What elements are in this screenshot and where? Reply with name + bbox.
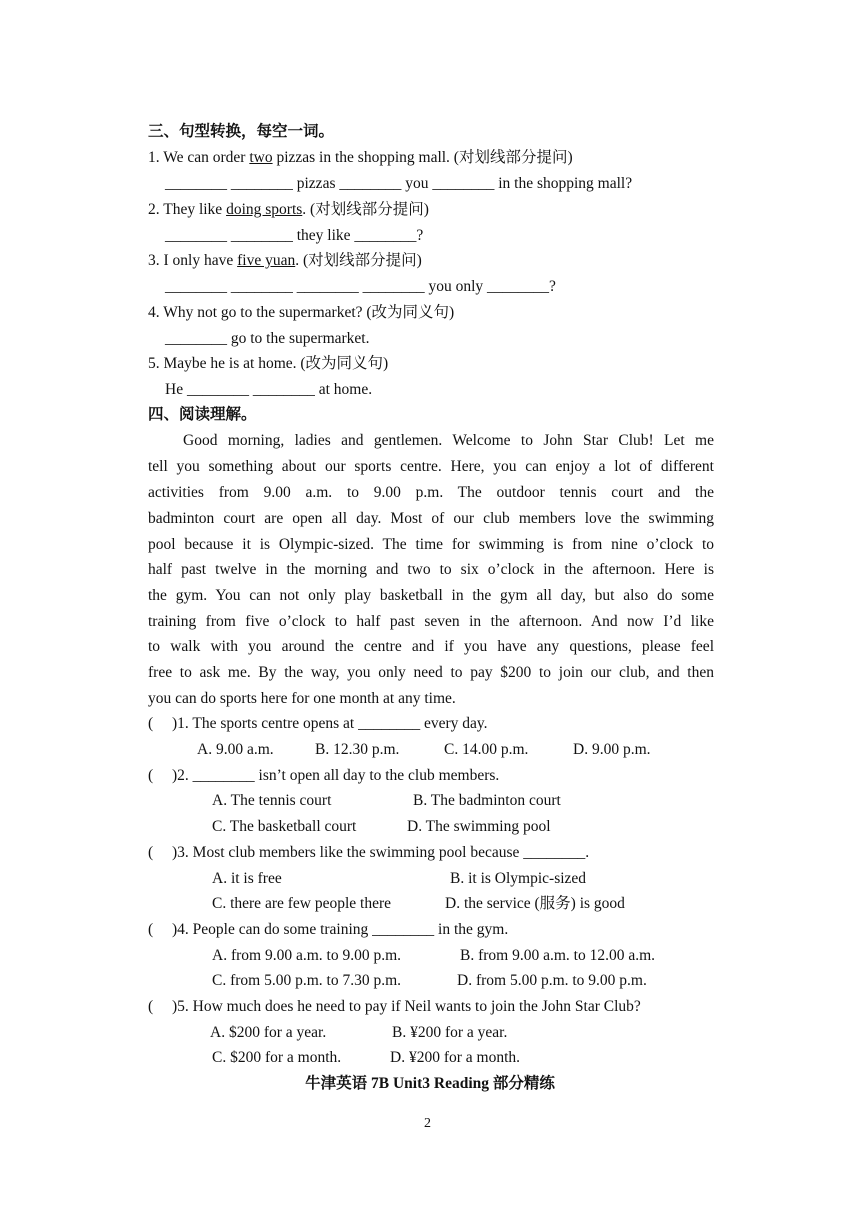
q3-option-a: A. it is free	[212, 870, 282, 887]
footer-title: 牛津英语 7B Unit3 Reading 部分精练	[305, 1075, 555, 1092]
q4-option-d: D. from 5.00 p.m. to 9.00 p.m.	[457, 972, 647, 989]
passage-line: pool because it is Olympic-sized. The time for swimming is from nine o’clock to	[148, 536, 714, 553]
passage-line: training from five o’clock to half past seven in the afternoon. And now I’d like	[148, 613, 714, 630]
q5-answer-line: He ________ ________ at home.	[165, 381, 373, 398]
passage-line: to walk with you around the centre and if you have any questions, please feel	[148, 638, 714, 655]
q3-underlined: five yuan	[237, 252, 296, 269]
q3-option-c: C. there are few people there	[212, 895, 392, 912]
q2-post: . (对划线部分提问)	[302, 201, 429, 218]
question-3	[148, 251, 422, 271]
q1-pre: 1. We can order	[148, 149, 250, 166]
q2-option-a: A. The tennis court	[212, 792, 332, 809]
q2-option-d: D. The swimming pool	[407, 818, 551, 835]
answer-paren: (	[148, 767, 154, 784]
q2-pre: 2. They like	[148, 201, 227, 218]
q5-option-d: D. ¥200 for a month.	[390, 1049, 521, 1066]
q2-option-c: C. The basketball court	[212, 818, 357, 835]
q1-option-a: A. 9.00 a.m.	[197, 741, 274, 758]
passage-line: the gym. You can not only play basketball in the gym all day, but also do some	[148, 587, 714, 604]
q3-option-d: D. the service (服务) is good	[445, 895, 625, 912]
question-5: 5. Maybe he is at home. (改为同义句)	[148, 355, 389, 372]
passage-line: you can do sports here for one month at any time.	[148, 690, 456, 707]
mc-question-4: )4. People can do some training ________ in the gym.	[172, 921, 509, 938]
mc-question-1: )1. The sports centre opens at ________ every day.	[172, 715, 488, 732]
answer-paren: (	[148, 921, 154, 938]
question-1	[148, 148, 573, 168]
passage-line: half past twelve in the morning and two to six o’clock in the afternoon. Here is	[148, 561, 714, 578]
passage-line: tell you something about our sports centre. Here, you can enjoy a lot of different	[148, 458, 714, 475]
q4-answer-line: ________ go to the supermarket.	[165, 330, 370, 347]
passage-line: activities from 9.00 a.m. to 9.00 p.m. The outdoor tennis court and the	[148, 484, 714, 501]
section4-heading: 四、阅读理解。	[148, 406, 257, 423]
q1-answer-line: ________ ________ pizzas ________ you ________ in the shopping mall?	[165, 175, 633, 192]
question-2	[148, 200, 429, 220]
q1-underlined: two	[249, 149, 273, 166]
q3-post: . (对划线部分提问)	[295, 252, 422, 269]
q3-option-b: B. it is Olympic-sized	[450, 870, 587, 887]
q1-option-b: B. 12.30 p.m.	[315, 741, 400, 758]
q2-answer-line: ________ ________ they like ________?	[165, 227, 424, 244]
q4-option-a: A. from 9.00 a.m. to 9.00 p.m.	[212, 947, 401, 964]
q4-option-c: C. from 5.00 p.m. to 7.30 p.m.	[212, 972, 402, 989]
mc-question-2: )2. ________ isn’t open all day to the club members.	[172, 767, 500, 784]
answer-paren: (	[148, 844, 154, 861]
mc-question-5: )5. How much does he need to pay if Neil wants to join the John Star Club?	[172, 998, 641, 1015]
section3-heading: 三、句型转换，每空一词。	[148, 123, 335, 140]
q1-option-d: D. 9.00 p.m.	[573, 741, 651, 758]
passage-line: free to ask me. By the way, you only need to pay $200 to join our club, and then	[148, 664, 714, 681]
passage-line: Good morning, ladies and gentlemen. Welcome to John Star Club! Let me	[183, 432, 714, 449]
q5-option-a: A. $200 for a year.	[210, 1024, 327, 1041]
mc-question-3: )3. Most club members like the swimming pool because ________.	[172, 844, 590, 861]
q1-option-c: C. 14.00 p.m.	[444, 741, 529, 758]
answer-paren: (	[148, 998, 154, 1015]
answer-paren: (	[148, 715, 154, 732]
q3-pre: 3. I only have	[148, 252, 238, 269]
q5-option-b: B. ¥200 for a year.	[392, 1024, 508, 1041]
q3-answer-line: ________ ________ ________ ________ you only ________?	[165, 278, 556, 295]
q2-underlined: doing sports	[226, 201, 303, 218]
question-4: 4. Why not go to the supermarket? (改为同义句)	[148, 304, 455, 321]
page-number: 2	[424, 1116, 431, 1131]
q2-option-b: B. The badminton court	[413, 792, 561, 809]
q5-option-c: C. $200 for a month.	[212, 1049, 342, 1066]
q1-post: pizzas in the shopping mall. (对划线部分提问)	[272, 149, 573, 166]
passage-line: badminton court are open all day. Most of our club members love the swimming	[148, 510, 714, 527]
q4-option-b: B. from 9.00 a.m. to 12.00 a.m.	[460, 947, 656, 964]
